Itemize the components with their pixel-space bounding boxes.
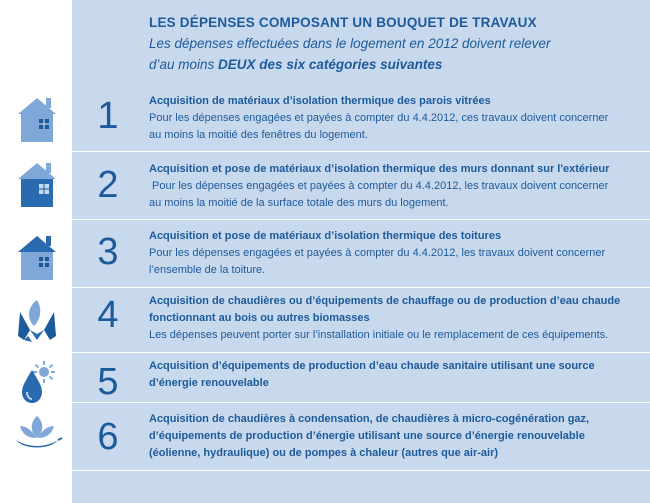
subtitle-line-2-emphasis: DEUX des six catégories suivantes [218, 57, 443, 72]
item-title: Acquisition et pose de matériaux d’isolation thermique des murs donnant sur l'extérieur [149, 163, 610, 175]
item-title-line-2: d’équipements de production d’énergie utilisant une source d’énergie renouvelable [149, 430, 585, 442]
list-item [72, 219, 650, 287]
item-number: 5 [97, 361, 119, 403]
item-desc-line-1: Pour les dépenses engagées et payées à compter du 4.4.2012, les travaux doivent concerner [149, 247, 606, 259]
item-number: 2 [97, 164, 119, 206]
house-window-icon [10, 92, 64, 146]
item-desc-line-1: Pour les dépenses engagées et payées à compter du 4.4.2012, ces travaux doivent concerner [149, 112, 609, 124]
house-walls-icon [10, 157, 64, 211]
subtitle-line-2 [149, 55, 639, 74]
water-drop-sun-icon [10, 358, 64, 408]
header [149, 14, 639, 74]
list-item [72, 352, 650, 402]
item-title-line-1: Acquisition d’équipements de production d’eau chaude sanitaire utilisant une source [149, 360, 595, 372]
item-desc-line-1: Pour les dépenses engagées et payées à compter du 4.4.2012, les travaux doivent concerner [149, 180, 609, 192]
biomass-leaves-icon [10, 296, 64, 346]
item-number: 4 [97, 294, 119, 336]
bottom-divider [72, 470, 650, 503]
house-roof-icon [10, 228, 64, 284]
item-desc-line-2: au moins la moitié des fenêtres du logement. [149, 129, 368, 141]
item-number: 3 [97, 231, 119, 273]
item-title-line-1: Acquisition de chaudières à condensation, de chaudières à micro-cogénération gaz, [149, 413, 590, 425]
list-item [72, 85, 650, 151]
item-desc-line-2: au moins la moitié de la surface totale des murs du logement. [149, 197, 449, 209]
item-title-line-3: (éolienne, hydraulique) ou de pompes à chaleur (autres que air-air) [149, 447, 499, 459]
list-item [72, 151, 650, 219]
item-desc-line-1: Les dépenses peuvent porter sur l’installation initiale ou le remplacement de ces équipements. [149, 329, 609, 341]
leaf-water-icon [10, 412, 64, 456]
item-title-line-2: fonctionnant au bois ou autres biomasses [149, 312, 370, 324]
subtitle-line-1: Les dépenses effectuées dans le logement en 2012 doivent relever [149, 36, 551, 51]
page-title: LES DÉPENSES COMPOSANT UN BOUQUET DE TRAVAUX [149, 15, 537, 30]
item-desc-line-2: l’ensemble de la toiture. [149, 264, 266, 276]
list-item [72, 402, 650, 470]
item-title-line-1: Acquisition de chaudières ou d’équipements de chauffage ou de production d’eau chaude [149, 295, 621, 307]
list-item [72, 287, 650, 352]
item-number: 1 [97, 95, 119, 137]
item-title: Acquisition de matériaux d’isolation thermique des parois vitrées [149, 95, 491, 107]
item-number: 6 [97, 416, 119, 458]
item-title: Acquisition et pose de matériaux d’isolation thermique des toitures [149, 230, 502, 242]
subtitle-line-2-start: d’au moins [149, 57, 219, 72]
item-title-line-2: d’énergie renouvelable [149, 377, 269, 389]
